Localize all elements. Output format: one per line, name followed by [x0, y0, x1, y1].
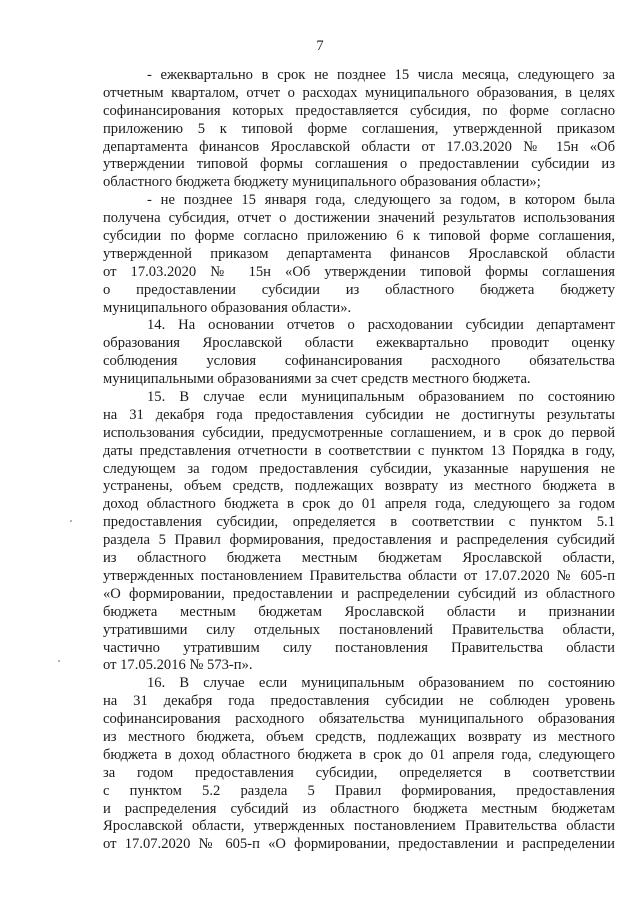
text-line: 15. В случае если муниципальным образованием по состоянию: [147, 389, 615, 406]
text-line: софинансирования расходного обязательства муниципального образования: [103, 711, 615, 728]
text-line: муниципальными образованиями за счет средств местного бюджета.: [103, 371, 531, 388]
text-line: о предоставлении субсидии из областного бюджета бюджету: [103, 281, 615, 298]
text-line: за годом предоставления субсидии, определяется в соответствии: [103, 764, 615, 781]
text-line: от 17.07.2020 № 605-п «О формировании, предоставлении и распределении: [103, 836, 615, 853]
text-line: утратившими силу отдельных постановлений Правительства области,: [103, 621, 615, 638]
text-line: бюджета в доход областного бюджета в срок до 01 апреля года, следующего: [103, 746, 615, 763]
document-body: [103, 67, 615, 854]
text-line: от 17.05.2016 № 573-п».: [103, 657, 253, 674]
text-line: софинансирования которых предоставляется субсидия, по форме согласно: [103, 102, 615, 119]
text-line: 14. На основании отчетов о расходовании субсидии департамент: [147, 317, 615, 334]
scan-speck: [70, 520, 72, 522]
text-line: утвержденной приказом департамента финансов Ярославской области: [103, 245, 615, 262]
text-line: образования Ярославской области ежеквартально проводит оценку: [103, 335, 615, 352]
text-line: муниципального образования области».: [103, 299, 352, 316]
text-line: - не позднее 15 января года, следующего за годом, в котором была: [147, 192, 615, 209]
text-line: утвержденных постановлением Правительства области от 17.07.2020 № 605-п: [103, 567, 615, 584]
scan-speck: [58, 660, 60, 662]
text-line: и распределения субсидий из областного бюджета местным бюджетам: [103, 800, 615, 817]
paragraph: [103, 192, 615, 317]
text-line: от 17.03.2020 № 15н «Об утверждении типовой формы соглашения: [103, 263, 615, 280]
paragraph: [103, 389, 615, 675]
text-line: следующем за годом предоставления субсидии, указанные нарушения не: [103, 460, 615, 477]
text-line: с пунктом 5.2 раздела 5 Правил формирования, предоставления: [103, 782, 615, 799]
text-line: предоставления субсидии, определяется в соответствии с пунктом 5.1: [103, 514, 615, 531]
text-line: - ежеквартально в срок не позднее 15 числа месяца, следующего за: [147, 67, 615, 83]
text-line: на 31 декабря года предоставления субсидии не достигнуты результаты: [103, 406, 615, 423]
paragraph: [103, 675, 615, 854]
text-line: утверждении типовой формы соглашения о предоставлении субсидии из: [103, 156, 615, 173]
text-line: Ярославской области, утвержденных постановлением Правительства области: [103, 818, 615, 835]
text-line: субсидии по форме согласно приложению 6 к типовой форме соглашения,: [103, 228, 615, 245]
text-line: отчетным кварталом, отчет о расходах муниципального образования, в целях: [103, 84, 615, 101]
text-line: из областного бюджета местным бюджетам Ярославской области,: [103, 550, 615, 567]
text-line: областного бюджета бюджету муниципального образования области»;: [103, 174, 541, 191]
text-line: соблюдения условия софинансирования расходного обязательства: [103, 353, 615, 370]
text-line: устранены, объем средств, подлежащих возврату из местного бюджета в: [103, 478, 615, 495]
text-line: частично утратившим силу постановления Правительства области: [103, 639, 615, 656]
text-line: бюджета местным бюджетам Ярославской области и признании: [103, 603, 615, 620]
text-line: из местного бюджета, объем средств, подлежащих возврату из местного: [103, 728, 615, 745]
text-line: раздела 5 Правил формирования, предоставления и распределения субсидий: [103, 532, 615, 549]
text-line: 16. В случае если муниципальным образованием по состоянию: [147, 675, 615, 692]
text-line: получена субсидия, отчет о достижении значений результатов использования: [103, 210, 615, 227]
text-line: даты представления отчетности в соответствии с пунктом 13 Порядка в году,: [103, 442, 615, 459]
text-line: приложению 5 к типовой форме соглашения, утвержденной приказом: [103, 120, 615, 137]
paragraph: [103, 317, 615, 389]
page-number: 7: [316, 38, 324, 54]
text-line: использования субсидии, предусмотренные соглашением, и в срок до первой: [103, 424, 615, 441]
text-line: департамента финансов Ярославской области от 17.03.2020 № 15н «Об: [103, 138, 615, 155]
text-line: «О формировании, предоставлении и распределении субсидий из областного: [103, 585, 615, 602]
text-line: доход областного бюджета в срок до 01 апреля года, следующего за годом: [103, 496, 615, 513]
text-line: на 31 декабря года предоставления субсидии не соблюден уровень: [103, 693, 615, 710]
paragraph: [103, 67, 615, 192]
